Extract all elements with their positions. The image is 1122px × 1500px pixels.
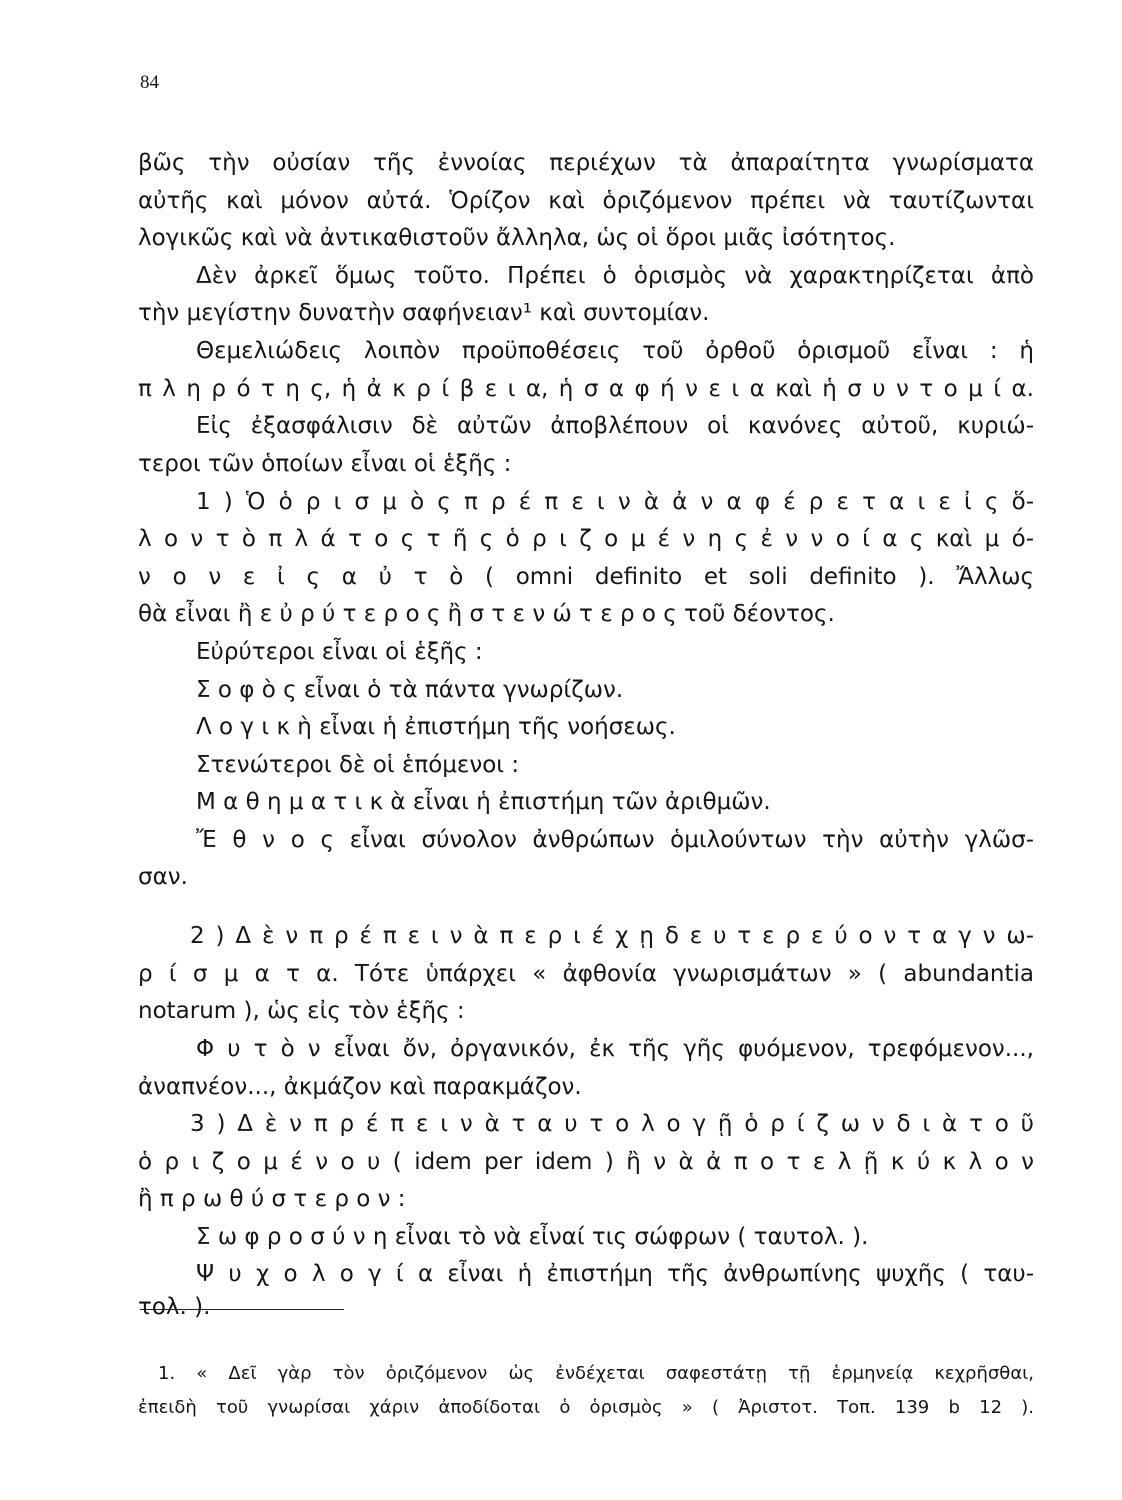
text-line: ρ ί σ μ α τ α. Τότε ὑπάρχει « ἀφθονία γνωρισμάτων » ( abundantia [138, 961, 1034, 987]
footnote-line: ἐπειδὴ τοῦ γνωρίσαι χάριν ἀποδίδοται ὁ ὁρισμὸς » ( Ἀριστοτ. Τοπ. 139 b 12 ). [138, 1397, 1034, 1418]
text-line: Στενώτεροι δὲ οἱ ἑπόμενοι : [196, 752, 520, 778]
text-line: Εὐρύτεροι εἶναι οἱ ἑξῆς : [196, 639, 483, 665]
text-line: θὰ εἶναι ἢ ε ὐ ρ ύ τ ε ρ ο ς ἢ σ τ ε ν ώ τ ε ρ ο ς τοῦ δέοντος. [138, 601, 835, 627]
text-line: ἢ π ρ ω θ ύ σ τ ε ρ ο ν : [138, 1186, 406, 1212]
text-line: Θεμελιώδεις λοιπὸν προϋποθέσεις τοῦ ὀρθοῦ ὁρισμοῦ εἶναι : ἡ [196, 338, 1034, 364]
text-line: Σ ω φ ρ ο σ ύ ν η εἶναι τὸ νὰ εἶναί τις σώφρων ( ταυτολ. ). [196, 1224, 869, 1250]
text-line: Ψ υ χ ο λ ο γ ί α εἶναι ἡ ἐπιστήμη τῆς ἀνθρωπίνης ψυχῆς ( ταυ- [196, 1261, 1034, 1287]
text-line: ἀναπνέον..., ἀκμάζον καὶ παρακμάζον. [138, 1074, 582, 1100]
text-line: Δὲν ἀρκεῖ ὅμως τοῦτο. Πρέπει ὁ ὁρισμὸς νὰ χαρακτηρίζεται ἀπὸ [196, 263, 1034, 289]
text-line: λογικῶς καὶ νὰ ἀντικαθιστοῦν ἄλληλα, ὡς οἱ ὅροι μιᾶς ἰσότητος. [138, 225, 896, 251]
text-line: π λ η ρ ό τ η ς, ἡ ἀ κ ρ ί β ε ι α, ἡ σ α φ ή ν ε ι α καὶ ἡ σ υ ν τ ο μ ί α. [138, 376, 1034, 402]
text-line: ν ο ν ε ἰ ς α ὐ τ ὸ ( omni definito et soli definito ). Ἄλλως [138, 564, 1034, 590]
text-line: τὴν μεγίστην δυνατὴν σαφήνειαν¹ καὶ συντομίαν. [138, 300, 710, 326]
text-line: notarum ), ὡς εἰς τὸν ἑξῆς : [138, 998, 465, 1024]
text-line: βῶς τὴν οὐσίαν τῆς ἐννοίας περιέχων τὰ ἀπαραίτητα γνωρίσματα [138, 150, 1034, 176]
text-line: Λ ο γ ι κ ὴ εἶναι ἡ ἐπιστήμη τῆς νοήσεως. [196, 714, 676, 740]
text-line: τολ. ). [138, 1294, 211, 1320]
footnote-line: 1. « Δεῖ γὰρ τὸν ὁριζόμενον ὡς ἐνδέχεται σαφεστάτῃ τῇ ἑρμηνείᾳ κεχρῆσθαι, [158, 1363, 1034, 1384]
text-line: Ἔ θ ν ο ς εἶναι σύνολον ἀνθρώπων ὁμιλούντων τὴν αὐτὴν γλῶσ- [196, 827, 1034, 853]
text-line: Φ υ τ ὸ ν εἶναι ὄν, ὀργανικόν, ἐκ τῆς γῆς φυόμενον, τρεφόμενον..., [196, 1036, 1034, 1062]
text-line: 2 ) Δ ὲ ν π ρ έ π ε ι ν ὰ π ε ρ ι έ χ ῃ δ ε υ τ ε ρ ε ύ ο ν τ α γ ν ω- [190, 923, 1034, 949]
text-line: Εἰς ἐξασφάλισιν δὲ αὐτῶν ἀποβλέπουν οἱ κανόνες αὐτοῦ, κυριώ- [196, 413, 1034, 439]
text-line: σαν. [138, 864, 188, 890]
text-line: αὐτῆς καὶ μόνον αὐτά. Ὁρίζον καὶ ὁριζόμενον πρέπει νὰ ταυτίζωνται [138, 188, 1034, 214]
text-line: Μ α θ η μ α τ ι κ ὰ εἶναι ἡ ἐπιστήμη τῶν ἀριθμῶν. [196, 789, 771, 815]
footnote-separator [140, 1309, 344, 1310]
text-line: τεροι τῶν ὁποίων εἶναι οἱ ἑξῆς : [138, 451, 512, 477]
text-line: 1 ) Ὁ ὁ ρ ι σ μ ὸ ς π ρ έ π ε ι ν ὰ ἀ ν α φ έ ρ ε τ α ι ε ἰ ς ὅ- [196, 489, 1034, 515]
text-line: ὁ ρ ι ζ ο μ έ ν ο υ ( idem per idem ) ἢ ν ὰ ἀ π ο τ ε λ ῇ κ ύ κ λ ο ν [138, 1149, 1034, 1175]
text-line: Σ ο φ ὸ ς εἶναι ὁ τὰ πάντα γνωρίζων. [196, 677, 624, 703]
text-line: 3 ) Δ ὲ ν π ρ έ π ε ι ν ὰ τ α υ τ ο λ ο γ ῇ ὁ ρ ί ζ ω ν δ ι ὰ τ ο ῦ [190, 1111, 1034, 1137]
page-number: 84 [140, 72, 159, 93]
text-line: λ ο ν τ ὸ π λ ά τ ο ς τ ῆ ς ὁ ρ ι ζ ο μ έ ν η ς ἐ ν ν ο ί α ς καὶ μ ό- [138, 526, 1034, 552]
